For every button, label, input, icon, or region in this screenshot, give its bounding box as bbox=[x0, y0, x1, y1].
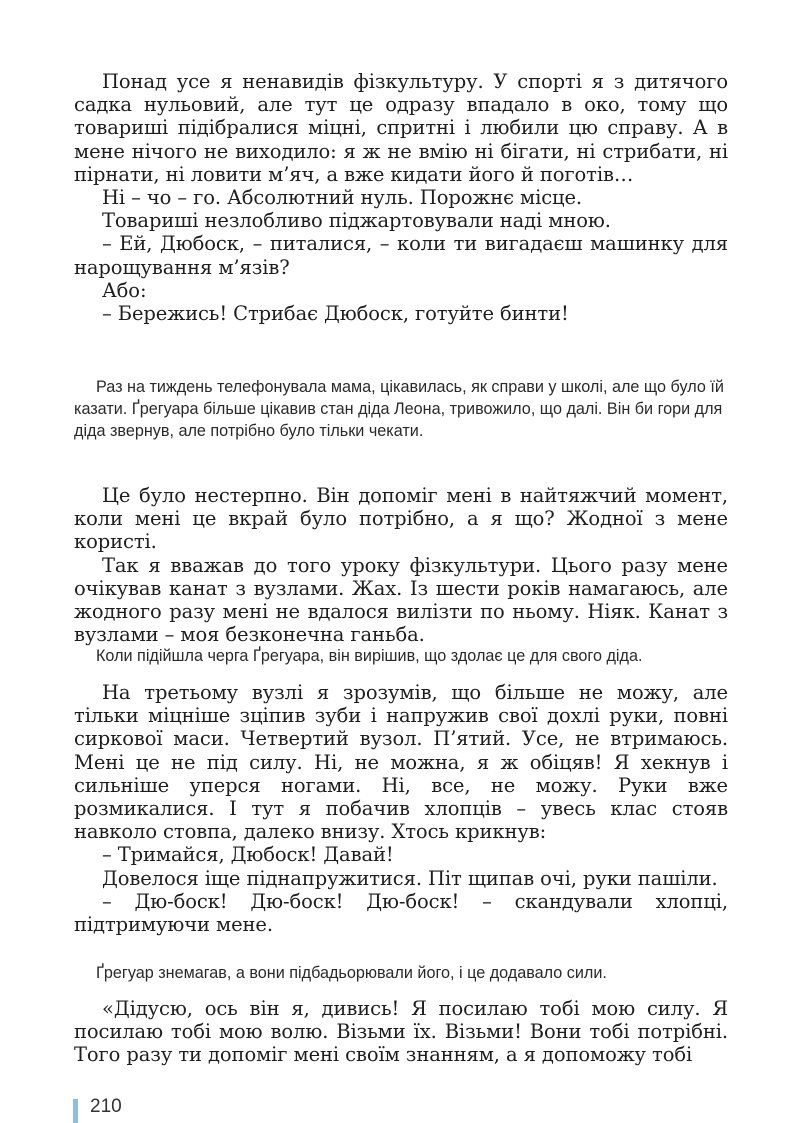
paragraph: Довелося іще піднапружитися. Піт щипав очі, руки пашіли. bbox=[102, 866, 718, 890]
summary-text: Ґрегуар знемагав, а вони підбадьорювали його, і це додавало сили. bbox=[96, 964, 607, 982]
paragraph: Товариші незлобливо піджартовували наді мною. bbox=[102, 209, 611, 233]
paragraph: – Дю-боск! Дю-боск! Дю-боск! – скандували хлопці, підтримуючи мене. bbox=[74, 889, 728, 937]
paragraph: «Дідусю, ось він я, дивись! Я посилаю тобі мою силу. Я посилаю тобі мою волю. Візьми їх. Візьми! Вони тобі потрібні. Того разу ти допоміг мені своїм знанням, а я допоможу тобі bbox=[74, 997, 728, 1067]
story-section-1 bbox=[74, 70, 728, 325]
paragraph: Це було нестерпно. Він допоміг мені в найтяжчий момент, коли мені це вкрай було потрібно, а я що? Жодної з мене користі. bbox=[74, 484, 728, 554]
story-section-3 bbox=[74, 681, 728, 936]
summary-note-2 bbox=[74, 645, 728, 667]
page-number: 210 bbox=[90, 1096, 122, 1117]
story-section-4 bbox=[74, 997, 728, 1067]
page-marker-bar bbox=[73, 1099, 78, 1123]
paragraph: – Тримайся, Дюбоск! Давай! bbox=[102, 843, 394, 867]
paragraph: Або: bbox=[102, 278, 147, 302]
paragraph: Ні – чо – го. Абсолютний нуль. Порожнє місце. bbox=[102, 186, 583, 210]
summary-note-1 bbox=[74, 376, 728, 442]
paragraph: На третьому вузлі я зрозумів, що більше не можу, але тільки міцніше зціпив зуби і напружив свої дохлі руки, повні сиркової маси. Четвертий вузол. П’ятий. Усе, не втримаюсь. Мені це не під силу. Ні, не можна, я ж обіцяв! Я хекнув і сильніше уперся ногами. Ні, все, не можу. Руки вже розмикалися. І тут я побачив хлопців – увесь клас стояв навколо стовпа, далеко внизу. Хтось крикнув: bbox=[74, 681, 728, 844]
paragraph: Так я вважав до того уроку фізкультури. Цього разу мене очікував канат з вузлами. Жах. Із шести років намагаюсь, але жодного разу мені не вдалося вилізти по ньому. Ніяк. Канат з вузлами – моя безконечна ганьба. bbox=[74, 553, 728, 647]
story-section-2 bbox=[74, 484, 728, 646]
summary-note-3 bbox=[74, 962, 728, 984]
paragraph: – Ей, Дюбоск, – питалися, – коли ти вигадаєш машинку для нарощування м’язів? bbox=[74, 232, 728, 279]
paragraph: – Бережись! Стрибає Дюбоск, готуйте бинти! bbox=[102, 302, 569, 326]
paragraph: Понад усе я ненавидів фізкультуру. У спорті я з дитячого садка нульовий, але тут це одразу впадало в око, тому що товариші підібралися міцні, спритні і любили цю справу. А в мене нічого не виходило: я ж не вмію ні бігати, ні стрибати, ні пірнати, ні ловити м’яч, а вже кидати його й поготів… bbox=[74, 70, 728, 186]
page-footer bbox=[73, 1096, 122, 1123]
summary-text: Раз на тиждень телефонувала мама, цікавилась, як справи у школі, але що було їй казати. Ґрегуара більше цікавив стан діда Леона, тривожило, що далі. Він би гори для діда звернув, але потрібно було тільки чекати. bbox=[74, 378, 724, 440]
summary-text: Коли підійшла черга Ґрегуара, він вирішив, що здолає це для свого діда. bbox=[96, 647, 643, 665]
